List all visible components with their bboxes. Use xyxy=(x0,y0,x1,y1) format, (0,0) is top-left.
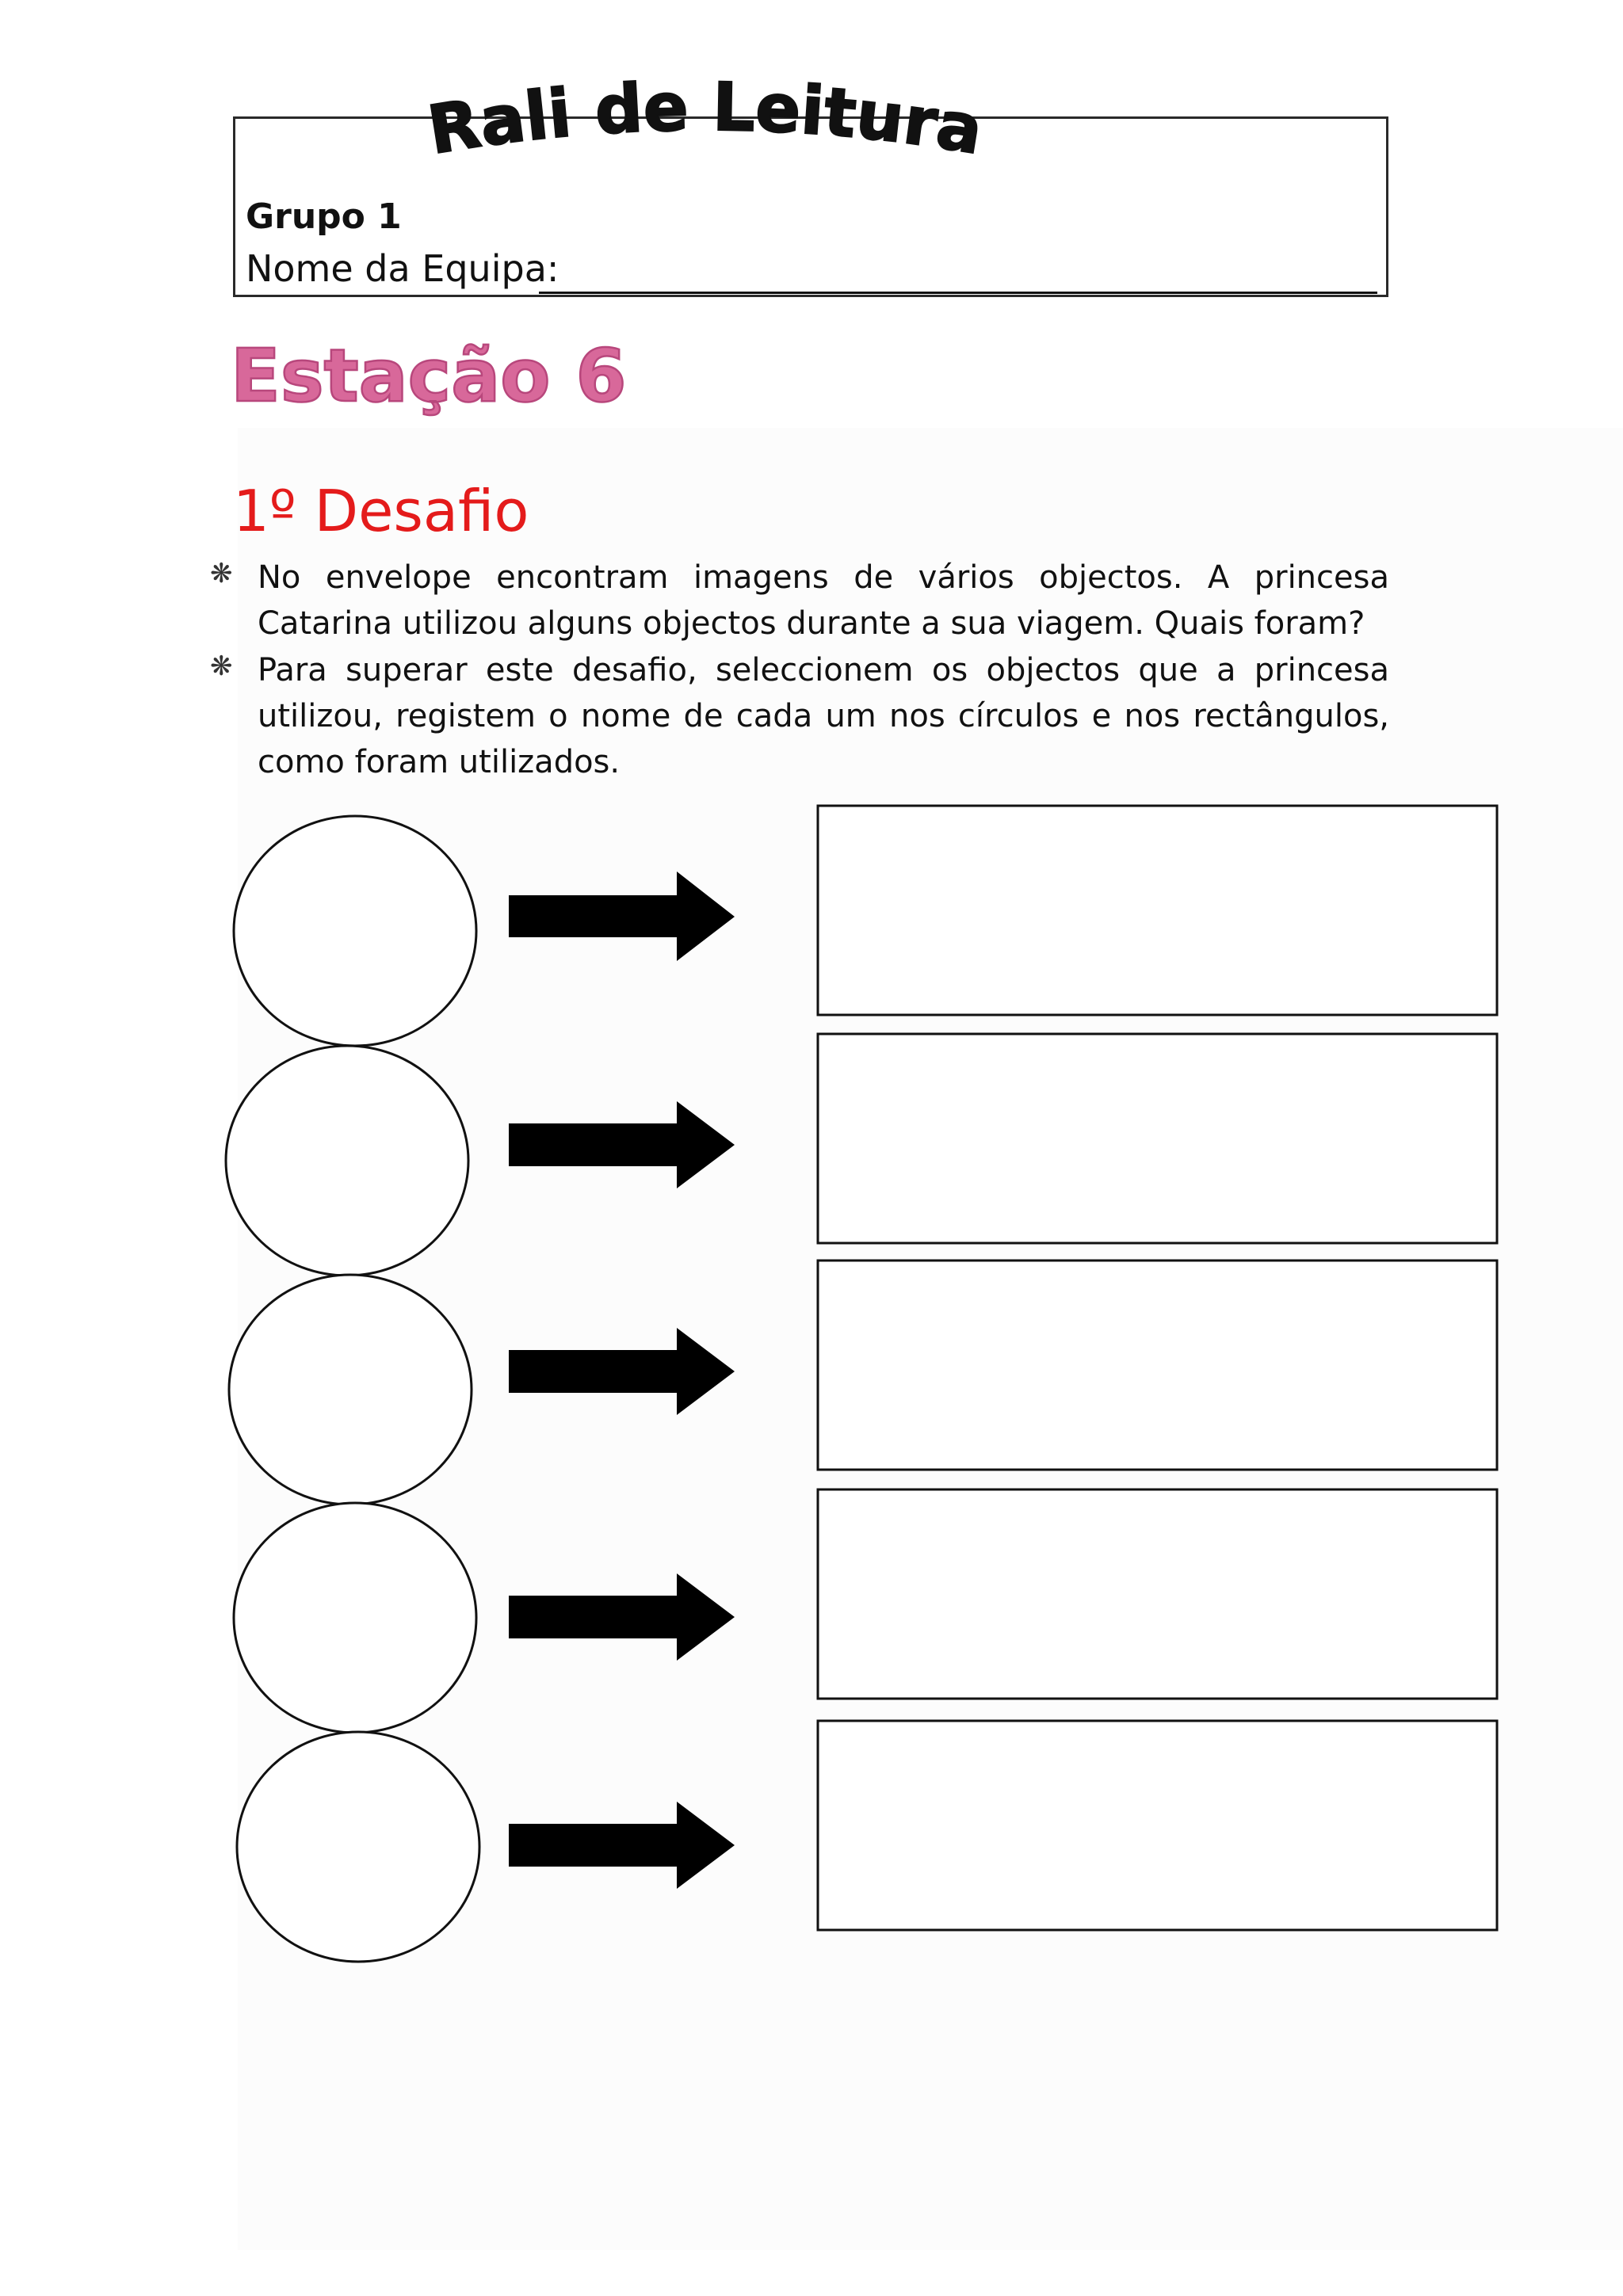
object-circle[interactable] xyxy=(234,816,476,1046)
usage-box[interactable] xyxy=(818,1721,1497,1930)
instruction-text: No envelope encontram imagens de vários objectos. A princesa Catarina utilizou alguns objectos durante a sua viagem. Quais foram? xyxy=(258,559,1389,642)
object-circle[interactable] xyxy=(226,1046,468,1276)
instruction-text: Para superar este desafio, seleccionem os objectos que a princesa utilizou, registem o nome de cada um nos círculos e nos rectângulos, como foram utilizados. xyxy=(258,652,1389,780)
arrow-right-icon xyxy=(509,1802,735,1889)
arrow-right-icon xyxy=(509,1328,735,1415)
arrow-right-icon xyxy=(509,1573,735,1661)
usage-box[interactable] xyxy=(818,1489,1497,1699)
team-name-label: Nome da Equipa: xyxy=(246,247,559,290)
usage-box[interactable] xyxy=(818,1034,1497,1243)
station-title-text: Estação 6 xyxy=(231,334,627,418)
object-circle[interactable] xyxy=(237,1732,479,1962)
usage-box[interactable] xyxy=(818,806,1497,1015)
group-label: Grupo 1 xyxy=(246,196,402,237)
usage-box[interactable] xyxy=(818,1261,1497,1470)
object-circle[interactable] xyxy=(234,1503,476,1733)
snowflake-icon: ❋ xyxy=(210,558,233,589)
banner-title-text: Rali de Leitura xyxy=(422,79,988,170)
arrow-right-icon xyxy=(509,1101,735,1188)
snowflake-icon: ❋ xyxy=(210,650,233,682)
arrow-right-icon xyxy=(509,871,735,961)
object-circle[interactable] xyxy=(229,1275,472,1505)
challenge-title: 1º Desafio xyxy=(233,478,529,544)
